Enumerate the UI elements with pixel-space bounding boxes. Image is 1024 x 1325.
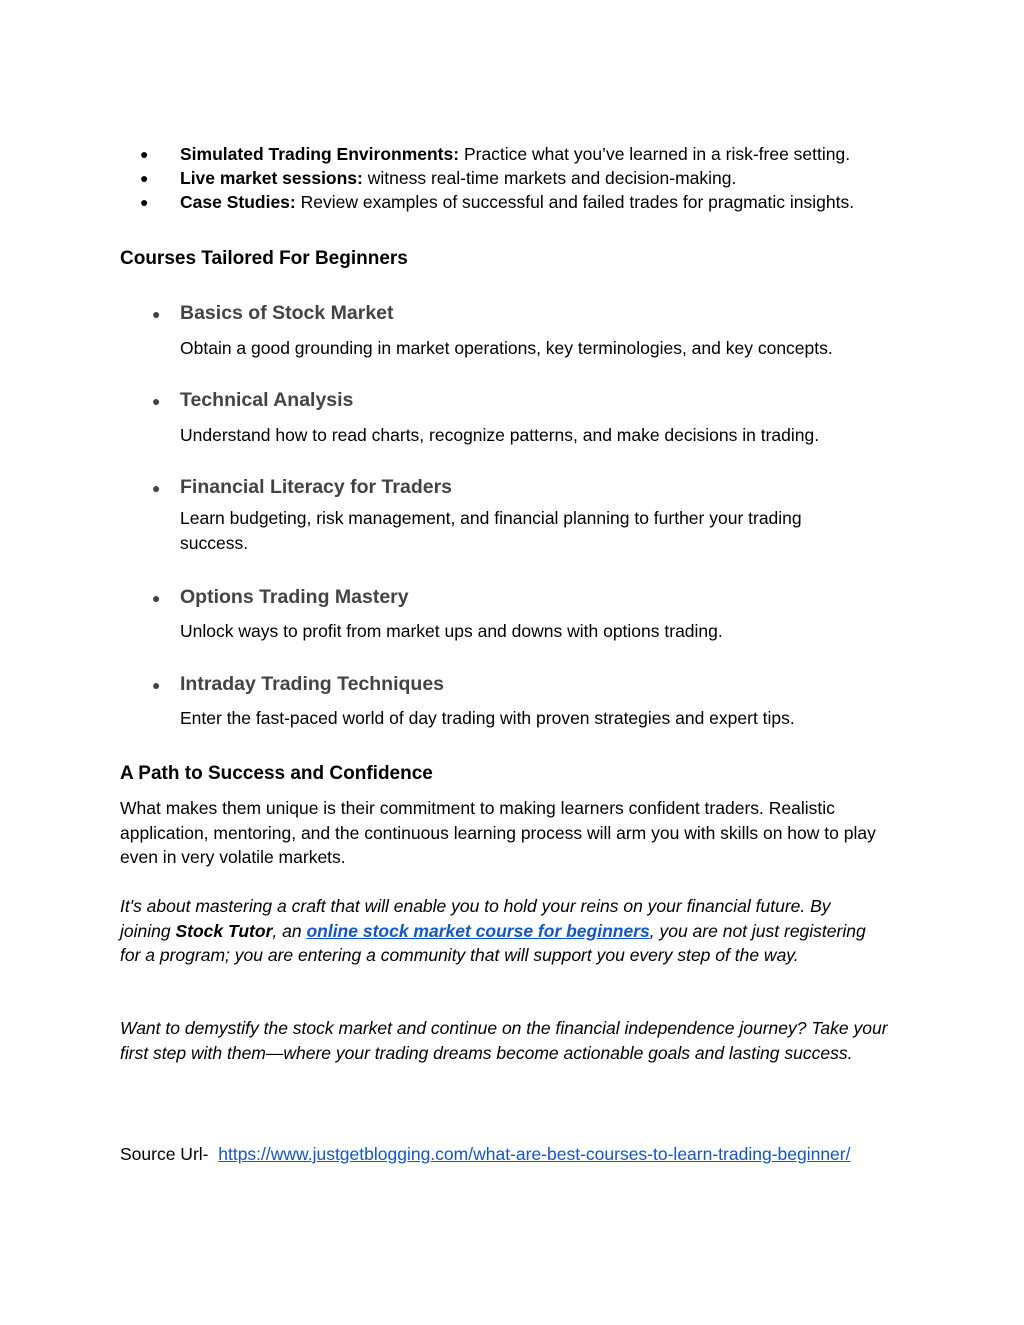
feature-label: Case Studies:: [180, 192, 296, 212]
bullet-icon: ●: [152, 677, 161, 693]
paragraph-text: , an: [272, 920, 307, 941]
bullet-icon: ●: [140, 146, 149, 162]
bullet-icon: ●: [152, 393, 161, 409]
courses-heading: Courses Tailored For Beginners: [120, 248, 408, 269]
path-paragraph: What makes them unique is their commitment to making learners confident traders. Realistic application, mentoring, and the continuous learning process will arm you with skills on how to play even in very volatile markets.: [120, 798, 876, 867]
course-desc-financial-literacy: Learn budgeting, risk management, and financial planning to further your trading success.: [180, 508, 802, 553]
bullet-icon: ●: [152, 306, 161, 322]
feature-list: [120, 142, 920, 214]
course-desc-basics: Obtain a good grounding in market operations, key terminologies, and key concepts.: [180, 338, 833, 358]
course-desc-technical: Understand how to read charts, recognize patterns, and make decisions in trading.: [180, 425, 820, 445]
list-item: [120, 142, 920, 166]
paragraph-text: , you are not just registering for a program; you are entering a community that will support you every step of the way.: [120, 920, 866, 965]
feature-text: witness real-time markets and decision-making.: [362, 168, 737, 188]
source-line: [120, 1142, 850, 1167]
list-item: [120, 166, 920, 190]
course-desc-intraday: Enter the fast-paced world of day trading with proven strategies and expert tips.: [180, 708, 795, 728]
closing-paragraph: Want to demystify the stock market and continue on the financial independence journey? Take your first step with them—where your trading dreams become actionable goals and lasting success.: [120, 1018, 888, 1063]
bullet-icon: ●: [152, 480, 161, 496]
course-title-technical: Technical Analysis: [180, 389, 354, 411]
course-title-basics: Basics of Stock Market: [180, 302, 394, 324]
feature-text: Practice what you’ve learned in a risk-free setting.: [459, 144, 851, 164]
bullet-icon: ●: [152, 590, 161, 606]
bullet-icon: ●: [140, 194, 149, 210]
course-title-intraday: Intraday Trading Techniques: [180, 673, 445, 695]
course-title-financial-literacy: Financial Literacy for Traders: [180, 476, 453, 498]
feature-label: Simulated Trading Environments:: [180, 144, 460, 164]
brand-name: Stock Tutor: [175, 920, 273, 941]
list-item: [120, 190, 920, 214]
bullet-icon: ●: [140, 170, 149, 186]
course-title-options: Options Trading Mastery: [180, 586, 409, 608]
course-desc-options: Unlock ways to profit from market ups and downs with options trading.: [180, 621, 723, 641]
feature-label: Live market sessions:: [180, 168, 363, 188]
paragraph-text: It's about mastering a craft that will enable you to hold your reins on your financial future. By joining: [120, 896, 831, 941]
source-label: Source Url-: [120, 1144, 209, 1164]
feature-text: Review examples of successful and failed trades for pragmatic insights.: [295, 192, 855, 212]
path-heading: A Path to Success and Confidence: [120, 763, 433, 784]
stock-tutor-paragraph: [120, 894, 885, 968]
source-url-link[interactable]: https://www.justgetblogging.com/what-are-best-courses-to-learn-trading-beginner/: [218, 1144, 851, 1164]
course-link[interactable]: online stock market course for beginners: [306, 920, 650, 941]
